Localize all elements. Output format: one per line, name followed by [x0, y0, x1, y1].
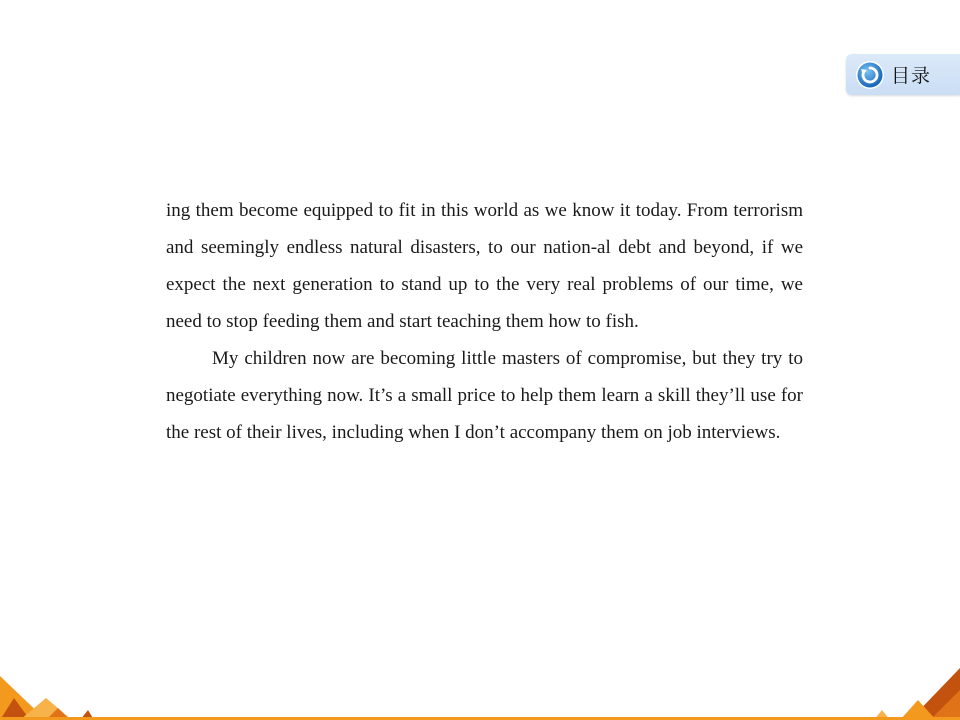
article-body	[166, 192, 803, 451]
paragraph-2: My children now are becoming little masters of compromise, but they try to negotiate everything now. It’s a small price to help them learn a skill they’ll use for the rest of their lives, including when I don’t accompany them on job interviews.	[166, 348, 803, 443]
corner-decoration-right	[860, 668, 960, 720]
toc-button[interactable]	[846, 54, 960, 95]
paragraph-1: ing them become equipped to fit in this world as we know it today. From terrorism and seemingly endless natural disasters, to our nation-al debt and beyond, if we expect the next generation to stand up to the very real problems of our time, we need to stop feeding them and start teaching them how to fish.	[166, 200, 803, 332]
corner-decoration-left	[0, 668, 100, 720]
refresh-arrow-icon	[855, 60, 885, 90]
toc-label: 目录	[891, 65, 932, 87]
